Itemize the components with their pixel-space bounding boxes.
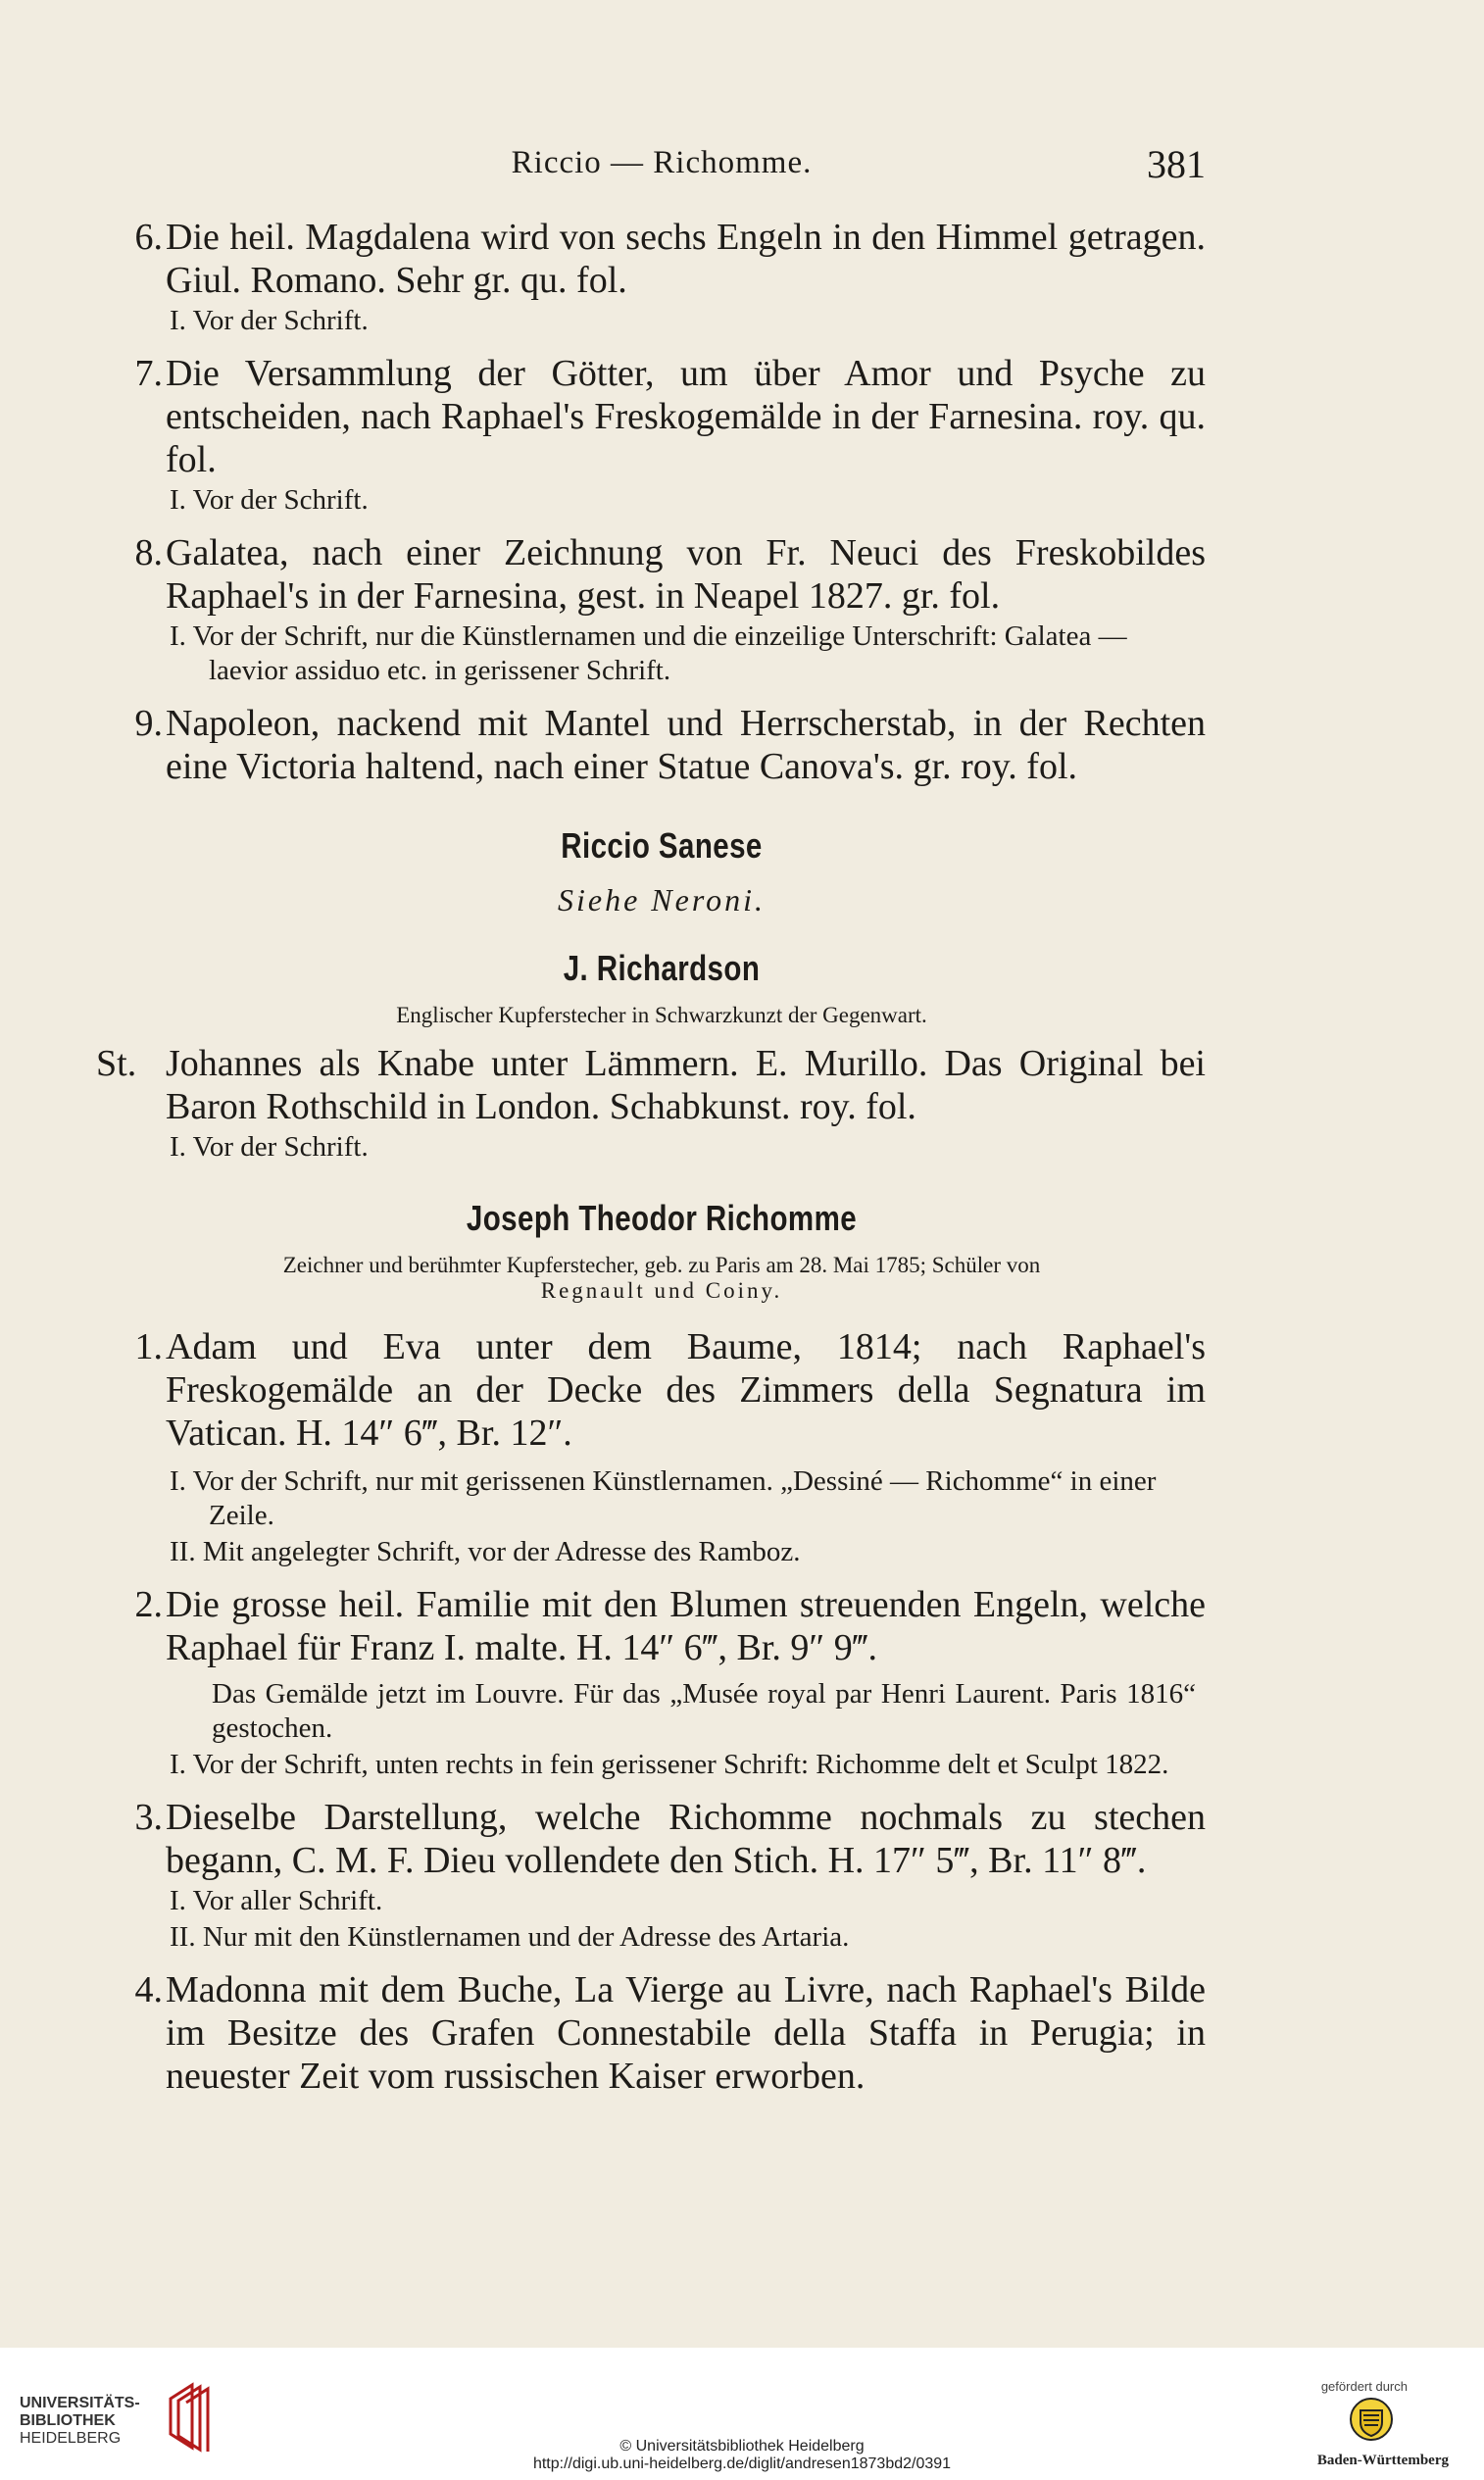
artist-bio-line: Regnault und Coiny. [540, 1278, 783, 1303]
artist-bio [118, 1253, 1206, 1304]
page-content [96, 216, 1206, 2098]
entry-text: Die Versammlung der Götter, um über Amor und Psyche zu entscheiden, nach Raphael's Freskogemälde in der Farnesina. roy. qu. fol. [166, 353, 1206, 480]
artist-heading: J. Richardson [563, 948, 761, 988]
entry-number: 8. [134, 532, 163, 573]
catalog-entry [118, 1325, 1206, 1455]
entry-text: Madonna mit dem Buche, La Vierge au Livre, nach Raphael's Bilde im Besitze des Grafen Connestabile della Staffa in Perugia; in neuester Zeit vom russischen Kaiser erworben. [166, 1969, 1206, 2097]
artist-heading: Riccio Sanese [561, 825, 763, 866]
catalog-entry [118, 1583, 1206, 1669]
catalog-entry [118, 1968, 1206, 2098]
sponsor-label: gefördert durch [1320, 2379, 1408, 2394]
state-note: II. Mit angelegter Schrift, vor der Adresse des Ramboz. [170, 1536, 801, 1567]
artist-bio-line: Zeichner und berühmter Kupferstecher, geb. zu Paris am 28. Mai 1785; Schüler von [282, 1253, 1041, 1277]
page-number: 381 [1147, 142, 1206, 186]
entry-number: 2. [134, 1584, 163, 1625]
entry-text: Dieselbe Darstellung, welche Richomme nochmals zu stechen begann, C. M. F. Dieu vollendete den Stich. H. 17″ 5‴, Br. 11″ 8‴. [166, 1797, 1206, 1881]
library-name-line: BIBLIOTHEK [20, 2412, 116, 2429]
state-seal-icon [1349, 2397, 1394, 2442]
state-note: I. Vor der Schrift, nur die Künstlernamen und die einzeilige Unterschrift: Galatea — laevior assiduo etc. in gerissener Schrift. [170, 620, 1127, 686]
entry-number: 1. [134, 1326, 163, 1367]
entry-text: Die heil. Magdalena wird von sechs Engeln in den Himmel getragen. Giul. Romano. Sehr gr. qu. fol. [166, 217, 1206, 301]
catalog-entry [118, 702, 1206, 788]
entry-text: Adam und Eva unter dem Baume, 1814; nach Raphael's Freskogemälde an der Decke des Zimmers della Segnatura im Vatican. H. 14″ 6‴, Br. 12″. [166, 1326, 1206, 1454]
entry-remark: Das Gemälde jetzt im Louvre. Für das „Musée royal par Henri Laurent. Paris 1816“ gestochen. [212, 1678, 1196, 1744]
entry-number: 4. [134, 1969, 163, 2010]
running-head [118, 142, 1206, 194]
state-note: II. Nur mit den Künstlernamen und der Adresse des Artaria. [170, 1921, 850, 1953]
copyright-notice [0, 2438, 1484, 2473]
library-name-line: HEIDELBERG [20, 2430, 122, 2447]
entry-number: St. [96, 1043, 137, 1084]
state-note: I. Vor der Schrift. [170, 305, 369, 336]
state-note: I. Vor der Schrift, nur mit gerissenen Künstlernamen. „Dessiné — Richomme“ in einer Zeile. [170, 1465, 1157, 1531]
entry-number: 3. [134, 1797, 163, 1838]
running-title: Riccio — Richomme. [511, 145, 813, 180]
catalog-entry [118, 1796, 1206, 1882]
entry-text: Napoleon, nackend mit Mantel und Herrscherstab, in der Rechten eine Victoria haltend, nach einer Statue Canova's. gr. roy. fol. [166, 703, 1206, 787]
entry-text: Johannes als Knabe unter Lämmern. E. Murillo. Das Original bei Baron Rothschild in London. Schabkunst. roy. fol. [166, 1043, 1206, 1127]
entry-number: 7. [134, 353, 163, 394]
state-note: I. Vor der Schrift. [170, 1131, 369, 1163]
entry-text: Galatea, nach einer Zeichnung von Fr. Neuci des Freskobildes Raphael's in der Farnesina, gest. in Neapel 1827. gr. fol. [166, 532, 1206, 617]
entry-number: 9. [134, 703, 163, 744]
artist-heading: Joseph Theodor Richomme [466, 1198, 858, 1238]
permalink-url[interactable]: http://digi.ub.uni-heidelberg.de/diglit/andresen1873bd2/0391 [532, 2455, 952, 2472]
cross-reference: Siehe Neroni. [558, 882, 766, 918]
footer-banner [0, 2348, 1484, 2480]
state-note: I. Vor der Schrift. [170, 484, 369, 516]
catalog-entry [96, 1042, 1206, 1128]
catalog-entry [118, 216, 1206, 302]
sponsor-name: Baden-Württemberg [1316, 2453, 1449, 2468]
entry-text: Die grosse heil. Familie mit den Blumen streuenden Engeln, welche Raphael für Franz I. malte. H. 14″ 6‴, Br. 9″ 9‴. [166, 1584, 1206, 1668]
artist-bio: Englischer Kupferstecher in Schwarzkunzt der Gegenwart. [396, 1003, 927, 1027]
entry-number: 6. [134, 217, 163, 258]
library-name-line: UNIVERSITÄTS- [20, 2395, 140, 2411]
state-note: I. Vor der Schrift, unten rechts in fein gerissener Schrift: Richomme delt et Sculpt 1822. [170, 1749, 1169, 1780]
library-logo[interactable] [20, 2377, 206, 2446]
catalog-entry [118, 531, 1206, 618]
catalog-entry [118, 352, 1206, 481]
state-note: I. Vor aller Schrift. [170, 1885, 383, 1916]
copyright-text: © Universitätsbibliothek Heidelberg [619, 2438, 865, 2455]
